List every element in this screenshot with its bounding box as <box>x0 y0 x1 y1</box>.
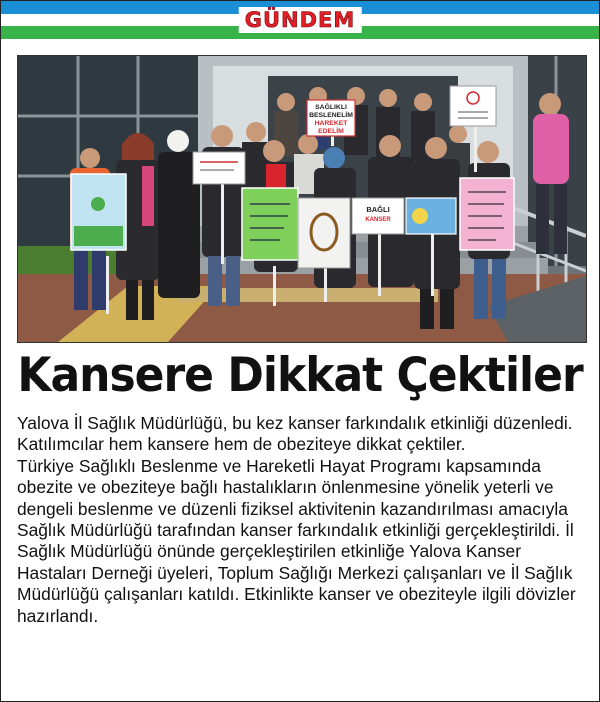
sign-line-3: HAREKET <box>314 120 348 127</box>
photo-illustration <box>18 56 586 342</box>
sign-white-small <box>193 152 245 184</box>
sign-green <box>242 188 298 260</box>
sign-bagli-line-2: KANSER <box>365 217 391 223</box>
sign-line-2: BESLENELİM <box>309 112 353 119</box>
sign-bagli-line-1: BAĞLI <box>366 205 390 214</box>
section-title: GÜNDEM <box>239 7 362 33</box>
sign-pink <box>460 178 514 250</box>
headline: Kansere Dikkat Çektiler <box>17 348 583 404</box>
sign-line-1: SAĞLIKLI <box>315 104 347 111</box>
article-body <box>17 413 587 627</box>
news-photo <box>17 55 587 343</box>
sign-bagli <box>352 198 404 234</box>
section-header-band <box>1 1 599 39</box>
sign-ribbon <box>298 198 350 268</box>
article-paragraph-1: Yalova İl Sağlık Müdürlüğü, bu kez kanser farkındalık etkinliği düzenledi. Katılımcılar hem kansere hem de obeziteye dikkat çektiler. <box>17 413 573 455</box>
sign-line-4: EDELİM <box>318 128 344 135</box>
article-paragraph-2: Türkiye Sağlıklı Beslenme ve Hareketli Hayat Programı kapsamında obezite ve obeziteye bağlı hastalıkların önlenmesine yönelik yeterli ve dengeli beslenme ve düzenli fiziksel aktivitenin kazandırılması amacıyla Sağlık Müdürlüğü tarafından kanser farkındalık etkinliği gerçekleştirildi. İl Sağlık Müdürlüğü önünde gerçekleştirilen etkinliğe Yalova Kanser Hastaları Derneği üyeleri, Toplum Sağlığı Merkezi çalışanları ve İl Sağlık Müdürlüğü çalışanları katıldı. Etkinlikte kanser ve obeziteyle ilgili dövizler hazırlandı. <box>17 455 576 626</box>
